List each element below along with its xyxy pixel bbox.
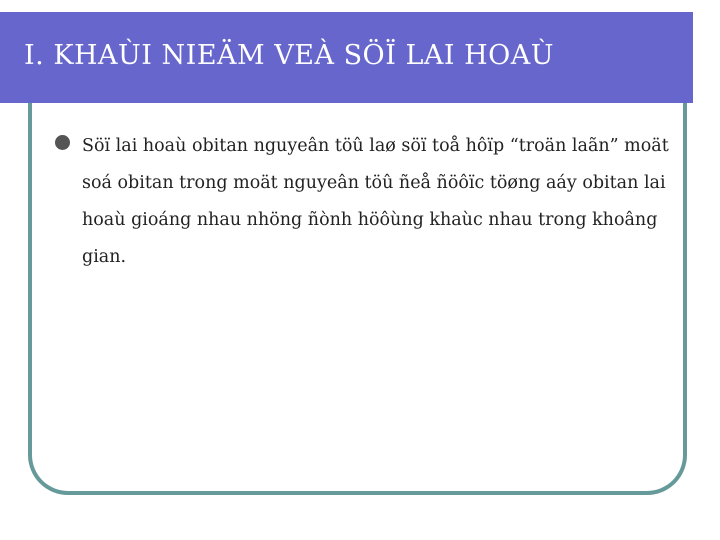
title-bar (0, 12, 693, 103)
slide-title: I. KHAÙI NIEÄM VEÀ SÖÏ LAI HOAÙ (24, 40, 555, 71)
bullet-icon (55, 135, 70, 150)
bullet-text: Söï lai hoaù obitan nguyeân töû laø söï toå hôïp “troän laãn” moät soá obitan trong moät nguyeân töû ñeå ñöôïc töøng aáy obitan lai hoaù gioáng nhau nhöng ñònh höôùng khaùc nhau trong khoâng gian. (82, 136, 669, 267)
